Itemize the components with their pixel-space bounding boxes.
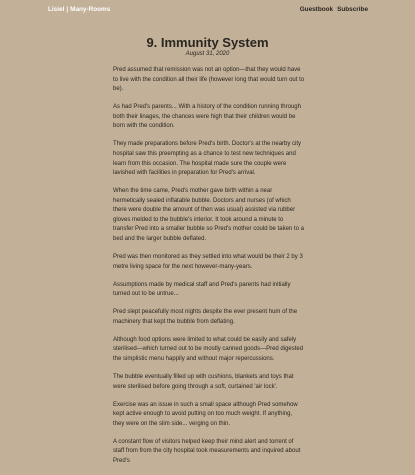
post-date: August 31, 2020 <box>185 51 230 57</box>
section-link[interactable]: Many-Rooms <box>70 6 111 13</box>
breadcrumb-separator: | <box>66 6 69 13</box>
subscribe-link[interactable]: Subscribe <box>337 6 368 13</box>
paragraph: Assumptions made by medical staff and Pred's parents had initially turned out to be untrue... <box>113 281 291 298</box>
paragraph: A constant flow of visitors helped keep their mind alert and torrent of staff from from the city hospital took measurements and inquired about Pred's <box>113 438 301 464</box>
post-title: 9. Immunity System <box>146 35 269 50</box>
paragraph: They made preparations before Pred's birth. Doctor's at the nearby city hospital saw this preempting as a chance to test new techniques and learn from this occasion. The hospital made sure the couple were lavished with facilities in preparation for Pred's arrival. <box>113 141 302 177</box>
paragraph: As had Pred's parents... With a history of the condition running through both their linages, the chances were high that their children would be born with the condition. <box>113 104 301 130</box>
paragraph: The bubble eventually filled up with cushions, blankets and toys that were sterilised before going through a soft, curtained 'air lock'. <box>113 373 294 390</box>
paragraph: Pred was then monitored as they settled into what would be their 2 by 3 metre living space for the next however-many-years. <box>113 254 303 270</box>
paragraph: When the time came, Pred's mother gave birth within a near hermetically sealed inflatable bubble. Doctors and nurses (of which there were double the amount of then was usual) assisted via rubber gloves melded to the bubble's interior. It took around a minute to transfer Pred into a smaller bubble so Pred's mother could be taken to a bed and the larger bubble deflated. <box>113 188 304 243</box>
top-nav <box>296 6 368 13</box>
top-bar <box>48 6 368 18</box>
paragraph: Exercise was an issue in such a small space although Pred somehow kept active enough to avoid putting on too much weight. If anything, they were on the slim side... verging on thin. <box>113 401 298 427</box>
paragraph: Pred assumed that remission was not an option—that they would have to live with the condition all their life (however long that would turn out to be). <box>113 67 305 93</box>
paragraph: Although food options were limited to what could be easily and safely sterilised—which turned out to be mostly canned goods—Pred digested the simplistic menu happily and without major repercussions. <box>113 336 304 362</box>
paragraph: Pred slept peacefully most nights despite the ever present hum of the machinery that kept the bubble from deflating. <box>113 309 298 325</box>
site-link[interactable]: Lisiel <box>48 6 65 13</box>
breadcrumb <box>48 6 110 13</box>
guestbook-link[interactable]: Guestbook <box>299 6 334 13</box>
post-content <box>113 66 305 475</box>
